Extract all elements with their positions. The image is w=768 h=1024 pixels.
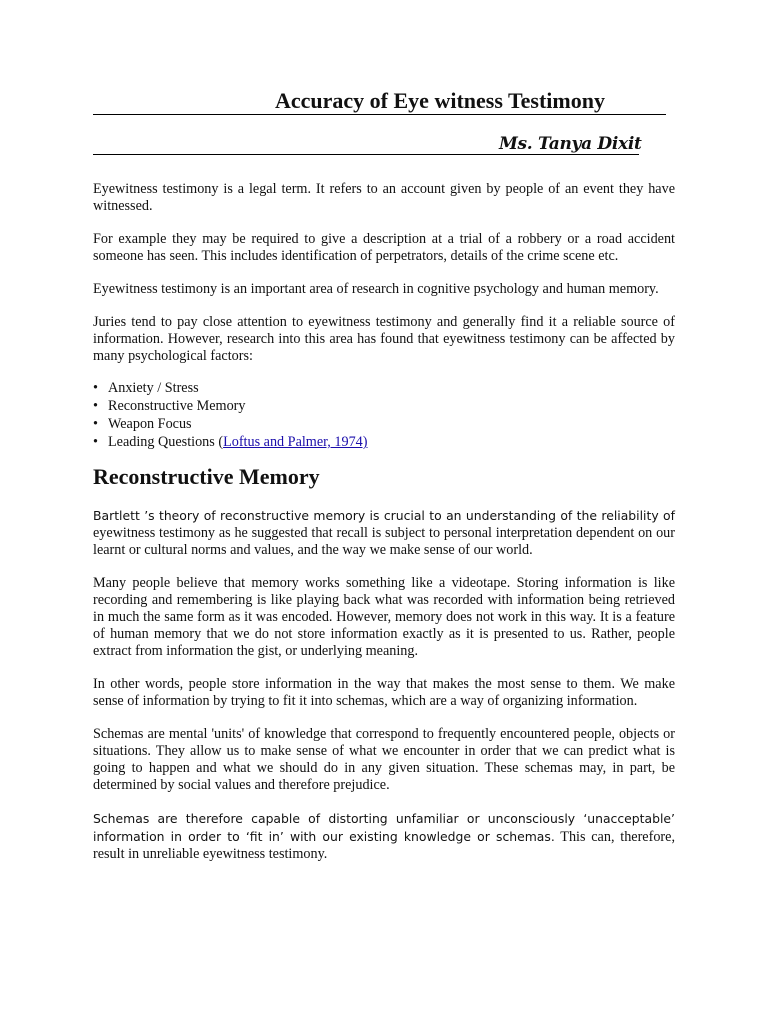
bullet-icon: • bbox=[93, 398, 98, 414]
reconstructive-paragraph-3: In other words, people store information in the way that makes the most sense to them. We make sense of information by trying to fit it into schemas, which are a way of organizing information. bbox=[93, 676, 675, 709]
author-row bbox=[93, 134, 675, 160]
intro-paragraph-1: Eyewitness testimony is a legal term. It refers to an account given by people of an event they have witnessed. bbox=[93, 181, 675, 214]
paragraph-sans-text: Schemas are therefore capable of distorting unfamiliar or unconsciously ‘unacceptable’ information in order to ‘fit in’ with our existing knowledge or schemas. bbox=[93, 811, 675, 844]
loftus-palmer-citation-link[interactable]: Loftus and Palmer, 1974) bbox=[223, 434, 368, 450]
paragraph-text: eyewitness testimony as he suggested that recall is subject to personal interpretation dependent on our learnt or cultural norms and values, and the way we make sense of our world. bbox=[93, 525, 675, 558]
list-item bbox=[93, 415, 675, 433]
bullet-icon: • bbox=[93, 380, 98, 396]
document-body bbox=[93, 181, 675, 879]
section-heading: Reconstructive Memory bbox=[93, 464, 320, 489]
title-row bbox=[93, 88, 675, 116]
paragraph-text: This can, therefore, result in unreliable eyewitness testimony. bbox=[93, 829, 675, 862]
list-item-text: Anxiety / Stress bbox=[108, 380, 199, 396]
author-rule bbox=[93, 154, 639, 155]
list-item bbox=[93, 379, 675, 397]
list-item-text: Weapon Focus bbox=[108, 416, 192, 432]
list-item bbox=[93, 433, 675, 451]
reconstructive-paragraph-2: Many people believe that memory works something like a videotape. Storing information is like recording and remembering is like playing back what was recorded with information being retrieved in much the same form as it was encoded. However, memory does not work in this way. It is a feature of human memory that we do not store information exactly as it is presented to us. Rather, people extract from information the gist, or underlying meaning. bbox=[93, 575, 675, 659]
list-item bbox=[93, 397, 675, 415]
intro-paragraph-4: Juries tend to pay close attention to eyewitness testimony and generally find it a reliable source of information. However, research into this area has found that eyewitness testimony can be affected by many psychological factors: bbox=[93, 314, 675, 364]
paragraph-sans-text: Bartlett ’s theory of reconstructive memory is crucial to an understanding of the reliability of bbox=[93, 508, 675, 523]
intro-paragraph-2: For example they may be required to give a description at a trial of a robbery or a road accident someone has seen. This includes identification of perpetrators, details of the crime scene etc. bbox=[93, 231, 675, 264]
title-rule bbox=[93, 114, 666, 115]
reconstructive-paragraph-1 bbox=[93, 507, 675, 559]
bullet-icon: • bbox=[93, 416, 98, 432]
intro-paragraph-3: Eyewitness testimony is an important area of research in cognitive psychology and human memory. bbox=[93, 281, 659, 297]
list-item-text: Leading Questions ( bbox=[108, 434, 224, 450]
author-name: Ms. Tanya Dixit bbox=[499, 134, 642, 154]
document-title: Accuracy of Eye witness Testimony bbox=[275, 88, 605, 113]
reconstructive-paragraph-4: Schemas are mental 'units' of knowledge that correspond to frequently encountered people, objects or situations. They allow us to make sense of what we encounter in order that we can predict what is going to happen and what we should do in any given situation. These schemas may, in part, be determined by social values and therefore prejudice. bbox=[93, 726, 675, 793]
list-item-text: Reconstructive Memory bbox=[108, 398, 246, 414]
bullet-icon: • bbox=[93, 434, 98, 450]
factors-list bbox=[93, 379, 675, 451]
reconstructive-paragraph-5 bbox=[93, 810, 675, 863]
